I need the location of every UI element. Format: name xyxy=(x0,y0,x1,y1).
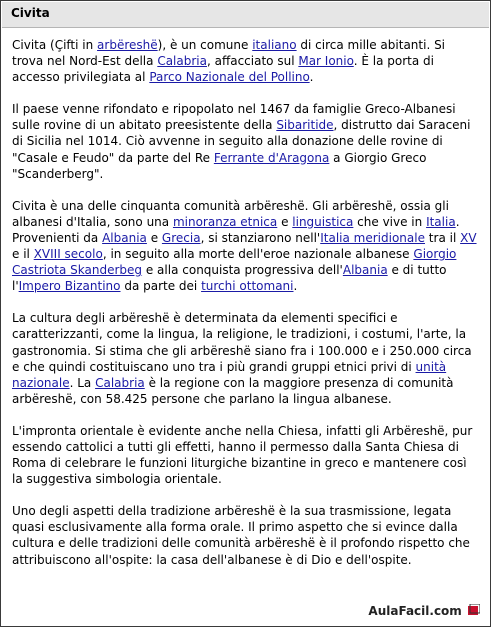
link-minoranza-etnica[interactable]: minoranza etnica xyxy=(172,214,278,229)
text: e alla conquista progressiva dell' xyxy=(142,263,343,278)
text: . xyxy=(293,279,298,294)
link-impero-bizantino[interactable]: Impero Bizantino xyxy=(18,279,121,294)
link-albania[interactable]: Albania xyxy=(102,230,147,245)
link-albania-2[interactable]: Albania xyxy=(342,263,388,278)
text: e di tutto l' xyxy=(12,263,447,294)
aulafacil-logo[interactable] xyxy=(368,604,480,619)
text: da parte dei xyxy=(120,279,202,294)
page-title: Civita xyxy=(11,6,50,20)
article-body xyxy=(12,37,478,584)
paragraph-culture xyxy=(12,310,478,407)
text: . È la porta di accesso privilegiata al xyxy=(12,54,434,85)
text: . Provenienti da xyxy=(12,214,460,245)
paragraph-arbereshe xyxy=(12,198,478,295)
text: Uno degli aspetti della tradizione arbëreshë è la sua trasmissione, legata quasi esclusivamente alla forma orale. Il primo aspetto che si evince dalla cultura e delle tradizioni delle comunità arbëreshë è il profondo rispetto che attribuiscono all'ospite: la casa dell'albanese è di Dio e dell'ospite. xyxy=(12,504,470,567)
text: ), è un comune xyxy=(157,38,253,52)
text: tra il xyxy=(424,230,461,245)
text: L'impronta orientale è evidente anche nella Chiesa, infatti gli Arbëreshë, pur essendo cattolici a tutti gli effetti, hanno il permesso dalla Santa Chiesa di Roma di celebrare le funzioni liturgiche bizantine in greco e mantenere così la suggestiva simbologia orientale. xyxy=(12,423,473,487)
text: Il paese venne rifondato e ripopolato nel 1467 da famiglie Greco-Albanesi sulle rovine di un abitato preesistente della xyxy=(12,102,456,133)
text: , distrutto dai Saraceni di Sicilia nel 1014. Ciò avvenne in seguito alla donazione delle rovine di "Casale e Feudo" da parte del Re xyxy=(12,118,471,165)
text: che vive in xyxy=(353,214,427,229)
paragraph-tradition xyxy=(12,503,478,567)
text: a Giorgio Greco "Scanderberg". xyxy=(12,150,427,181)
link-linguistica[interactable]: linguistica xyxy=(292,214,354,229)
logo-text: AulaFacil.com xyxy=(368,604,462,618)
link-xviii-secolo[interactable]: XVIII secolo xyxy=(33,247,103,262)
link-calabria[interactable]: Calabria xyxy=(157,54,207,69)
text: . xyxy=(309,70,314,85)
aulafacil-logo-icon xyxy=(468,604,480,619)
text: Civita (Çifti in xyxy=(12,38,98,52)
text: e il xyxy=(12,247,34,262)
text: e xyxy=(146,230,162,245)
link-parco-pollino[interactable]: Parco Nazionale del Pollino xyxy=(149,70,310,85)
link-arbereshe[interactable]: arbëreshë xyxy=(97,38,158,52)
text: . La xyxy=(69,375,96,390)
link-calabria-2[interactable]: Calabria xyxy=(95,375,145,390)
text: Civita è una delle cinquanta comunità arbëreshë. Gli arbëreshë, ossia gli albanesi d'Italia, sono una xyxy=(12,198,449,229)
paragraph-intro xyxy=(12,37,478,85)
paragraph-history xyxy=(12,101,478,181)
link-turchi-ottomani[interactable]: turchi ottomani xyxy=(201,279,294,294)
text: , affacciato sul xyxy=(206,54,299,69)
text: e xyxy=(277,214,293,229)
link-skanderbeg[interactable]: Giorgio Castriota Skanderbeg xyxy=(12,247,457,278)
paragraph-church xyxy=(12,423,478,487)
link-xv[interactable]: XV xyxy=(460,230,477,245)
text: La cultura degli arbëreshë è determinata da elementi specifici e caratterizzanti, come la lingua, la religione, le tradizioni, i costumi, l'arte, la gastronomia. Si stima che gli arbëreshë siano fra i 100.000 e i 250.000 circa e che quindi costituiscano uno tra i più grandi gruppi etnici privi di xyxy=(12,311,472,374)
text: di circa mille abitanti. Si trova nel Nord-Est della xyxy=(12,38,446,69)
text: , si stanziarono nell' xyxy=(200,230,321,245)
link-italia[interactable]: Italia xyxy=(426,214,456,229)
link-sibaritide[interactable]: Sibaritide xyxy=(276,118,334,133)
link-italiano[interactable]: italiano xyxy=(252,38,297,52)
link-unita-nazionale[interactable]: unità nazionale xyxy=(12,359,447,390)
link-italia-meridionale[interactable]: Italia meridionale xyxy=(320,230,425,245)
link-ferrante-aragona[interactable]: Ferrante d'Aragona xyxy=(213,150,330,165)
link-mar-ionio[interactable]: Mar Ionio xyxy=(298,54,354,69)
link-grecia[interactable]: Grecia xyxy=(161,230,201,245)
title-bar xyxy=(2,2,489,28)
text: , in seguito alla morte dell'eroe nazionale albanese xyxy=(102,247,414,262)
text: è la regione con la maggiore presenza di comunità arbëreshë, con 58.425 persone che parlano la lingua albanese. xyxy=(12,375,454,406)
